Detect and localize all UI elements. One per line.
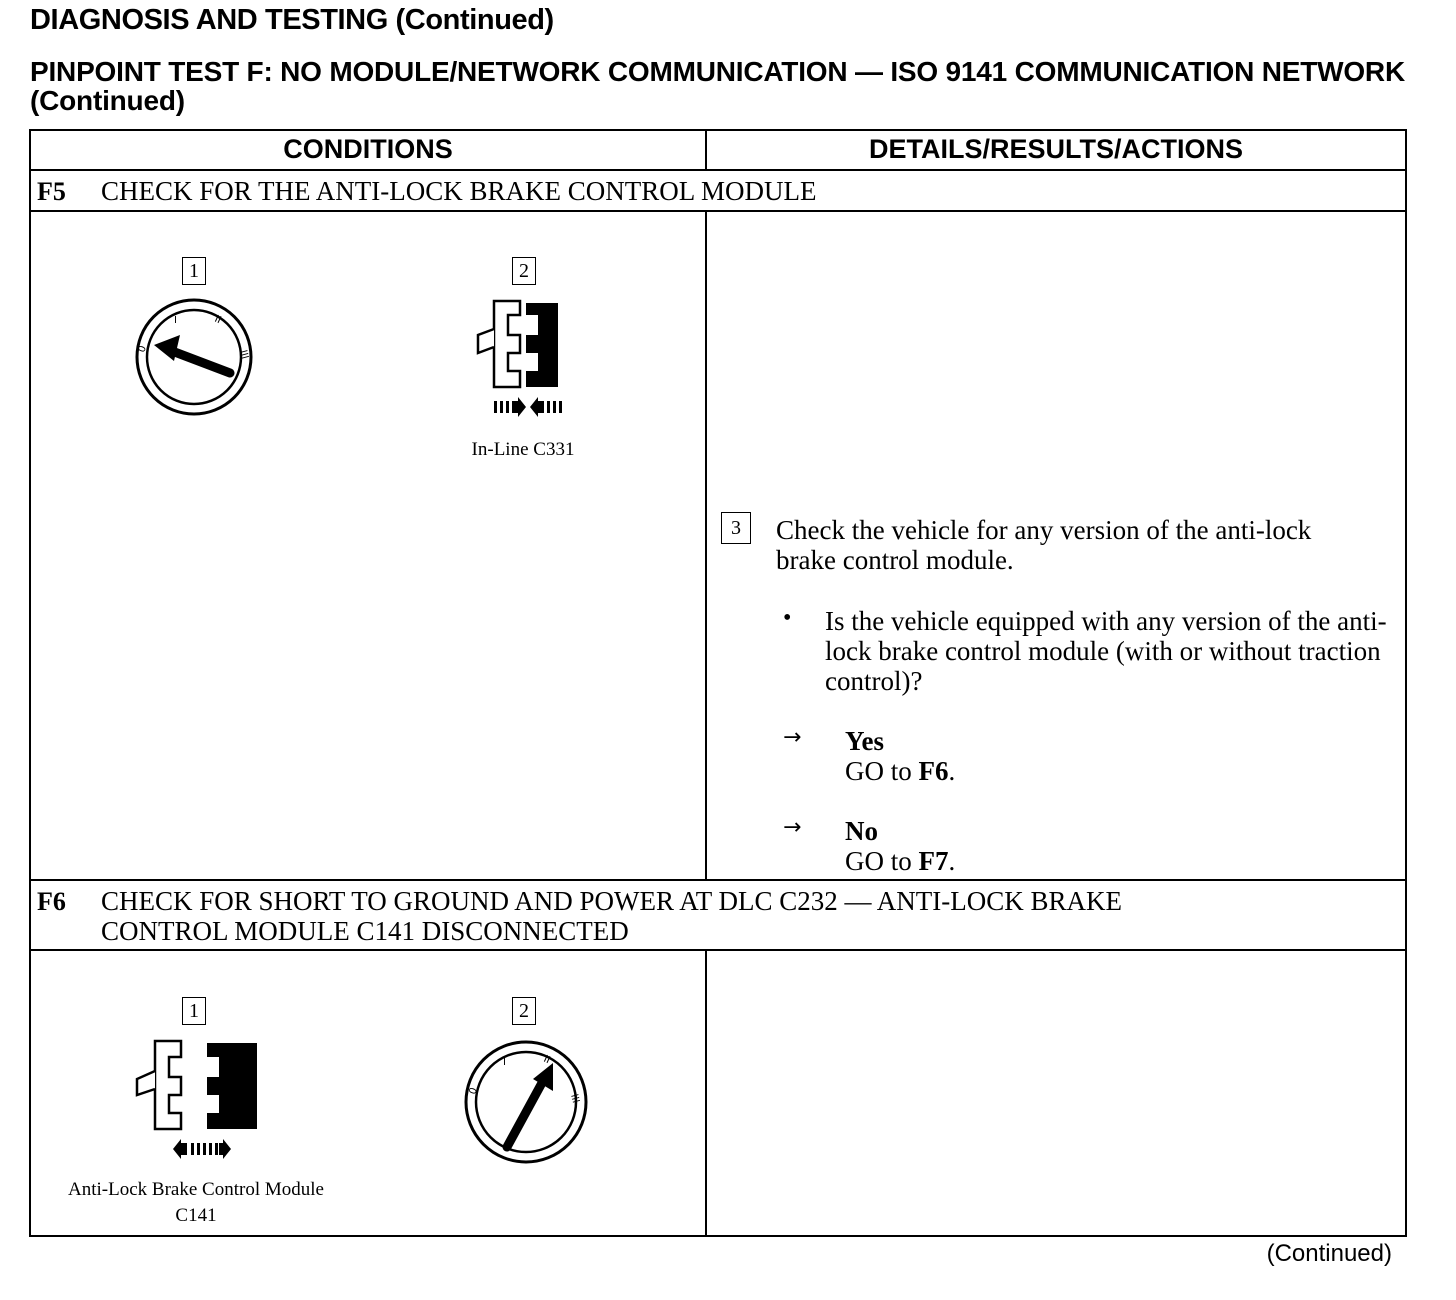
step-number: 3 <box>721 512 751 544</box>
arrow-right-icon: → <box>783 815 802 840</box>
connector-label: Anti-Lock Brake Control Module <box>68 1179 324 1200</box>
column-header-conditions: CONDITIONS <box>283 134 453 164</box>
diagnostic-table <box>29 129 1407 1237</box>
ignition-switch-off-icon <box>134 297 254 417</box>
callout-2: 2 <box>512 257 536 285</box>
svg-text:0: 0 <box>467 1086 480 1097</box>
callout-1: 1 <box>182 257 206 285</box>
step-title-f6-line1: CHECK FOR SHORT TO GROUND AND POWER AT DLC C232 — ANTI-LOCK BRAKE <box>101 886 1122 916</box>
bullet: • <box>783 605 792 631</box>
step-id-f5: F5 <box>37 177 66 206</box>
page-title: DIAGNOSIS AND TESTING (Continued) <box>30 4 554 36</box>
svg-text:0: 0 <box>136 344 149 355</box>
go-to-text: GO to <box>845 756 919 786</box>
continued-note: (Continued) <box>1266 1240 1392 1267</box>
step-instruction: Check the vehicle for any version of the anti-lock brake control module. <box>776 515 1312 575</box>
callout-1: 1 <box>182 997 206 1025</box>
svg-text:II: II <box>541 1053 552 1067</box>
svg-text:III: III <box>568 1092 582 1105</box>
answer-yes-action <box>845 756 955 786</box>
step-title-f6-line2: CONTROL MODULE C141 DISCONNECTED <box>101 916 629 946</box>
question-text: Is the vehicle equipped with any version of the anti-lock brake control module (with or without traction control)? <box>825 606 1387 696</box>
answer-no: No <box>845 816 878 846</box>
ignition-switch-run-icon <box>463 1039 589 1165</box>
go-to-text: GO to <box>845 846 919 876</box>
callout-2: 2 <box>512 997 536 1025</box>
rule-f5-title <box>31 210 1405 212</box>
period: . <box>948 846 956 876</box>
answer-yes: Yes <box>845 726 884 756</box>
pinpoint-test-title: PINPOINT TEST F: NO MODULE/NETWORK COMMUNICATION — ISO 9141 COMMUNICATION NETWORK (Continued) <box>30 56 1405 116</box>
connector-label: In-Line C331 <box>471 439 575 460</box>
column-header-details: DETAILS/RESULTS/ACTIONS <box>868 134 1243 164</box>
svg-text:I: I <box>174 315 177 326</box>
rule-f5-end <box>31 879 1405 881</box>
rule-f6-title <box>31 949 1405 951</box>
step-title-f5: CHECK FOR THE ANTI-LOCK BRAKE CONTROL MODULE <box>101 176 817 206</box>
rule-header <box>31 169 1405 171</box>
connector-icon <box>131 1041 271 1161</box>
rule-col-f6 <box>705 949 707 1237</box>
period: . <box>948 756 956 786</box>
step-id-f6: F6 <box>37 887 66 916</box>
svg-text:I: I <box>503 1057 506 1068</box>
rule-col-f5 <box>705 210 707 879</box>
svg-text:II: II <box>212 313 223 327</box>
link-f6[interactable]: F6 <box>918 756 949 786</box>
link-f7[interactable]: F7 <box>918 846 949 876</box>
svg-text:III: III <box>237 348 251 361</box>
arrow-right-icon: → <box>783 725 802 750</box>
answer-no-action <box>845 846 955 876</box>
connector-icon <box>474 301 564 421</box>
connector-id: C141 <box>175 1205 217 1226</box>
